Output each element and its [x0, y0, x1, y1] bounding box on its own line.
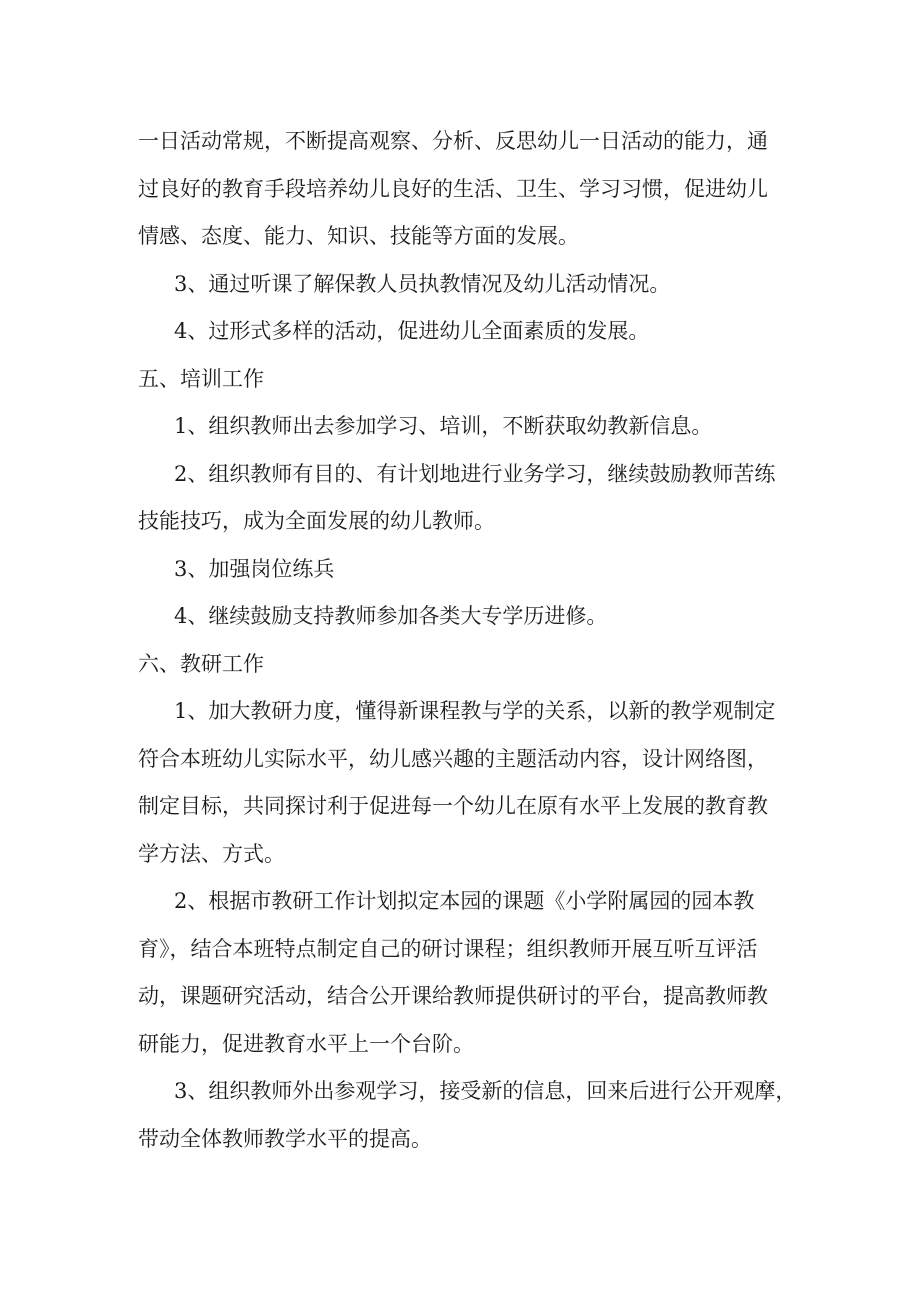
text-line: 五、培训工作 [138, 366, 264, 391]
text-line: 4、过形式多样的活动，促进幼儿全面素质的发展。 [174, 319, 650, 343]
text-line: 2、根据市教研工作计划拟定本园的课题《小学附属园的园本教 [174, 889, 755, 913]
body-paragraph [138, 261, 788, 309]
text-line: 带动全体教师教学水平的提高。 [138, 1126, 432, 1151]
body-paragraph [138, 593, 788, 641]
text-line: 制定目标，共同探讨利于促进每一个幼儿在原有水平上发展的教育教 [138, 794, 768, 818]
body-paragraph [138, 308, 788, 356]
text-line: 育》，结合本班特点制定自己的研讨课程；组织教师开展互听互评活 [138, 936, 758, 961]
text-line: 3、组织教师外出参观学习，接受新的信息，回来后进行公开观摩， [174, 1079, 797, 1103]
body-paragraph [138, 878, 788, 1068]
text-line: 3、通过听课了解保教人员执教情况及幼儿活动情况。 [174, 271, 671, 296]
document-page [138, 118, 797, 1163]
text-line: 情感、态度、能力、知识、技能等方面的发展。 [138, 224, 579, 248]
text-line: 3、加强岗位练兵 [174, 556, 335, 581]
body-paragraph [138, 451, 788, 546]
text-line: 2、组织教师有目的、有计划地进行业务学习，继续鼓励教师苦练 [174, 461, 776, 486]
body-paragraph [138, 403, 788, 451]
text-line: 学方法、方式。 [138, 841, 285, 866]
text-line: 4、继续鼓励支持教师参加各类大专学历进修。 [174, 604, 608, 628]
body-paragraph [138, 546, 788, 594]
text-line: 符合本班幼儿实际水平，幼儿感兴趣的主题活动内容，设计网络图， [138, 746, 768, 771]
text-line: 动，课题研究活动，结合公开课给教师提供研讨的平台，提高教师教 [138, 984, 768, 1008]
text-line: 1、加大教研力度，懂得新课程教与学的关系，以新的教学观制定 [174, 699, 776, 723]
section-heading [138, 356, 788, 404]
text-line: 过良好的教育手段培养幼儿良好的生活、卫生、学习习惯，促进幼儿 [138, 176, 768, 201]
text-line: 技能技巧，成为全面发展的幼儿教师。 [138, 509, 495, 533]
text-line: 1、组织教师出去参加学习、培训，不断获取幼教新信息。 [174, 414, 713, 438]
text-line: 研能力，促进教育水平上一个台阶。 [138, 1031, 474, 1056]
text-line: 一日活动常规，不断提高观察、分析、反思幼儿一日活动的能力，通 [138, 129, 768, 153]
body-paragraph [138, 688, 788, 878]
body-paragraph [138, 118, 788, 261]
body-paragraph [138, 1068, 797, 1163]
text-line: 六、教研工作 [138, 651, 264, 676]
section-heading [138, 641, 788, 689]
